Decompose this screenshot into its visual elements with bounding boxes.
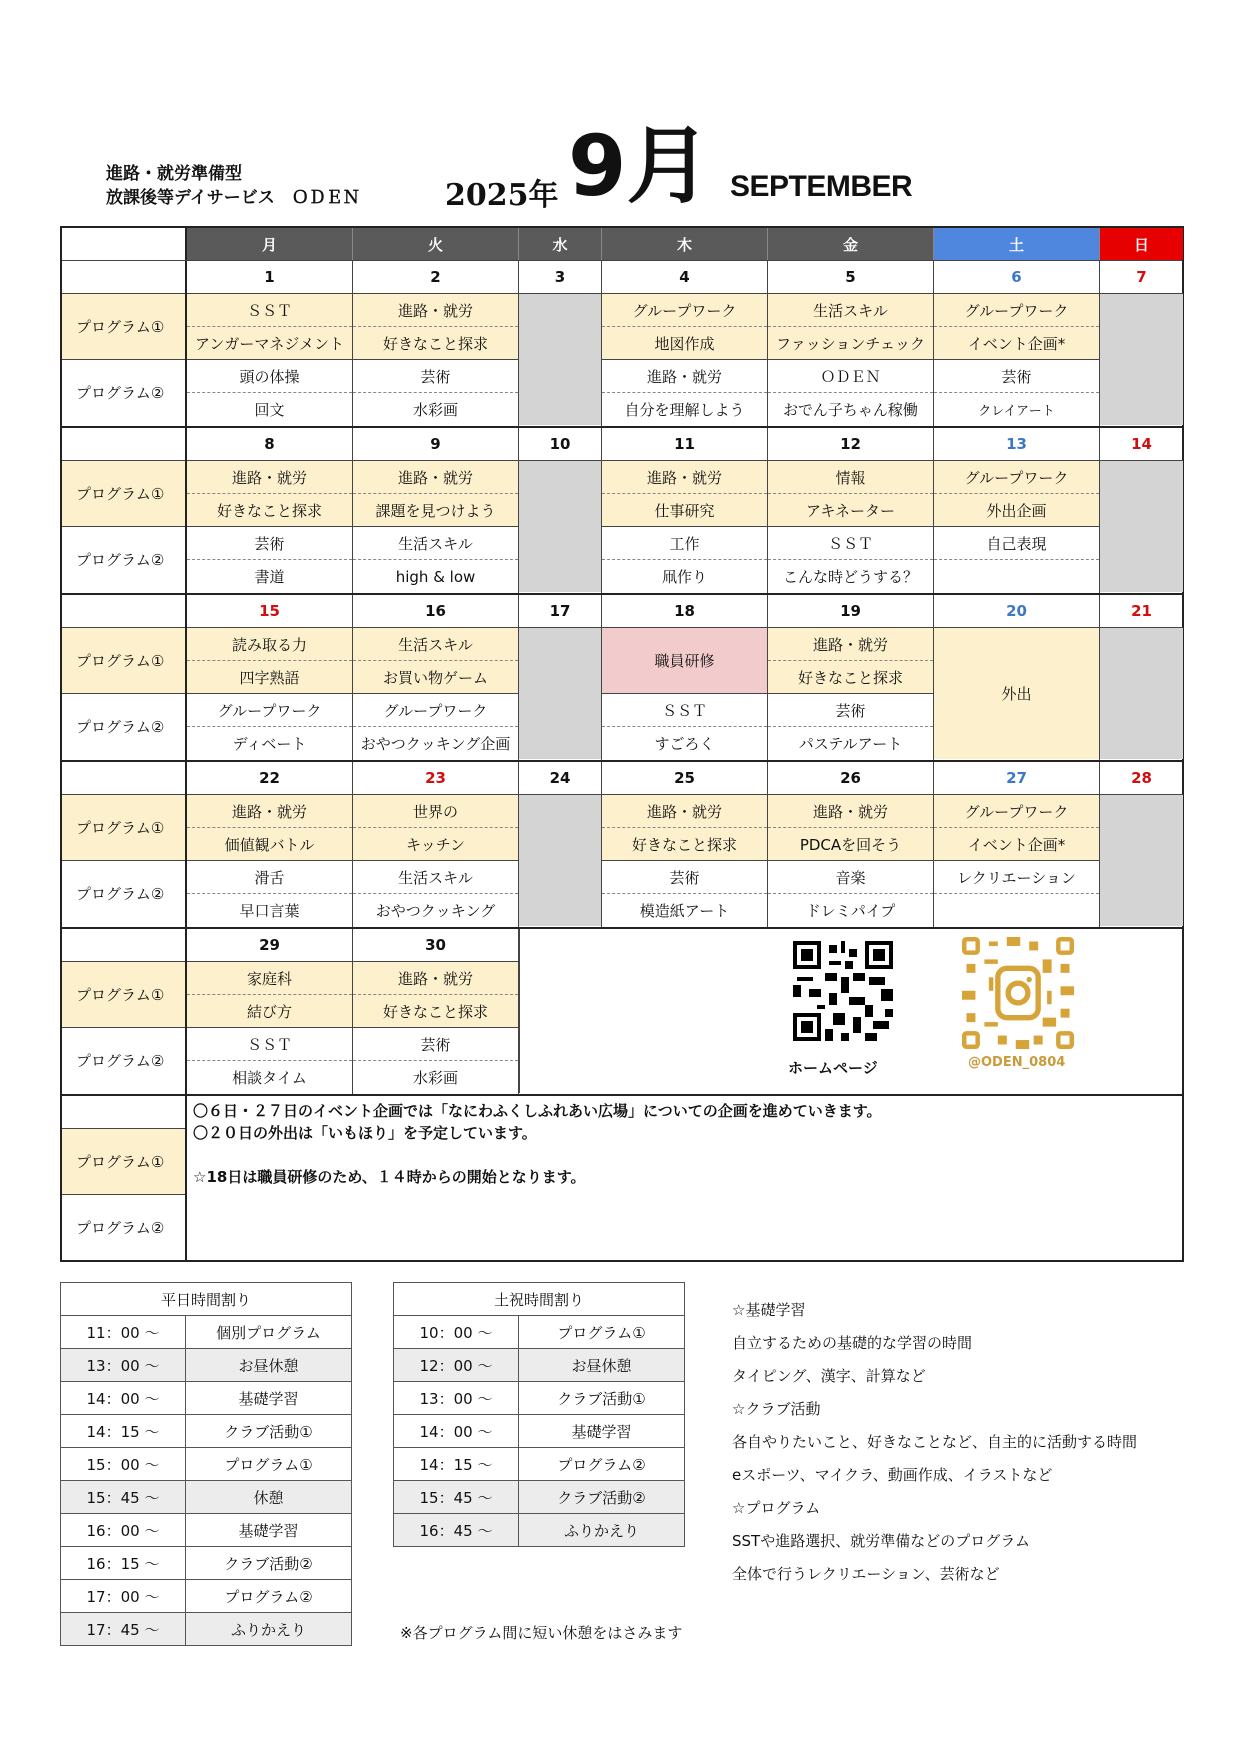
program-1-title: 進路・就労 [768, 795, 933, 828]
program-1-detail: 好きなこと探求 [353, 327, 518, 360]
program-2-title: 芸術 [353, 1028, 518, 1061]
day-col-sat [934, 261, 1100, 426]
holiday-schedule-table [393, 1282, 685, 1547]
note-outing: 〇２０日の外出は「いもほり」を予定しています。 [193, 1124, 537, 1142]
label-program-1: プログラム① [62, 628, 185, 694]
label-program-2: プログラム② [76, 885, 165, 903]
day-col-fri [768, 762, 934, 927]
program-2-title: グループワーク [187, 694, 352, 727]
label-program-1: プログラム① [62, 1129, 185, 1195]
notes-box [187, 1096, 1182, 1260]
program-2-detail: 自分を理解しよう [624, 401, 745, 419]
program-1-title: 生活スキル [768, 294, 933, 327]
label-program-1: プログラム① [62, 461, 185, 527]
row-labels [62, 595, 187, 760]
program-1-detail: キッチン [353, 828, 518, 861]
legend-heading-club: ☆クラブ活動 [732, 1400, 821, 1418]
notes-row [62, 1096, 1182, 1260]
day-col-sat [934, 428, 1100, 593]
program-1-detail: 好きなこと探求 [353, 995, 518, 1028]
day-col-wed [519, 261, 602, 426]
date-number: 12 [768, 428, 933, 461]
day-col-sat [934, 595, 1100, 760]
program-1-detail: ファッションチェック [768, 327, 933, 360]
day-col-tue [353, 595, 519, 760]
date-number: 23 [353, 762, 518, 795]
program-1-title: 生活スキル [353, 628, 518, 661]
activity-cell: 基礎学習 [186, 1382, 352, 1415]
program-2-detail: こんな時どうする？ [782, 568, 918, 586]
program-2-detail: ドレミパイプ [805, 902, 896, 920]
activity-cell: 休憩 [186, 1481, 352, 1514]
date-number: 5 [768, 261, 933, 294]
instagram-qr-icon[interactable] [962, 937, 1074, 1049]
program-1-title: 情報 [768, 461, 933, 494]
time-cell: 10：00 ～ [394, 1316, 519, 1349]
time-cell: 17：45 ～ [61, 1613, 186, 1646]
weekday-schedule-title: 平日時間割り [61, 1283, 352, 1316]
day-col-wed [519, 595, 602, 760]
calendar [60, 226, 1184, 1262]
program-1-detail: 四字熟語 [187, 661, 352, 694]
week-1 [62, 261, 1182, 428]
day-col-thu [602, 261, 768, 426]
week-3 [62, 595, 1182, 762]
time-cell: 13：00 ～ [61, 1349, 186, 1382]
week-4 [62, 762, 1182, 929]
date-number: 25 [602, 762, 767, 795]
program-2-detail: 水彩画 [412, 401, 458, 419]
program-1-detail: 好きなこと探求 [602, 828, 767, 861]
day-col-tue [353, 261, 519, 426]
week-2 [62, 428, 1182, 595]
weekday-mon: 月 [187, 228, 353, 260]
program-2-title: 芸術 [768, 694, 933, 727]
program-1-detail: 外出企画 [934, 494, 1099, 527]
time-cell: 11：00 ～ [61, 1316, 186, 1349]
label-program-2: プログラム② [76, 1052, 165, 1070]
day-col-fri [768, 428, 934, 593]
program-1-title: グループワーク [934, 795, 1099, 828]
date-number: 9 [353, 428, 518, 461]
program-2-detail: クレイアート [978, 404, 1055, 419]
program-2-detail [934, 560, 1099, 593]
label-program-1: プログラム① [62, 962, 185, 1028]
instagram-handle: @ODEN_0804 [968, 1055, 1066, 1070]
activity-cell: クラブ活動② [186, 1547, 352, 1580]
activity-cell: ふりかえり [519, 1514, 685, 1547]
day-col-thu [602, 595, 768, 760]
row-labels [62, 1096, 187, 1260]
outing-block: 外出 [934, 628, 1099, 759]
time-cell: 13：00 ～ [394, 1382, 519, 1415]
time-cell: 17：00 ～ [61, 1580, 186, 1613]
label-program-2: プログラム② [76, 1219, 165, 1237]
weekday-thu: 木 [602, 228, 768, 260]
program-2-title: 進路・就労 [602, 360, 767, 393]
day-col-thu [602, 762, 768, 927]
program-2-detail: 凧作り [661, 568, 707, 586]
date-number: 30 [353, 929, 518, 962]
day-col-mon [187, 762, 353, 927]
label-program-1: プログラム① [62, 795, 185, 861]
program-1-detail: イベント企画* [934, 327, 1099, 360]
program-1-title: グループワーク [934, 461, 1099, 494]
date-number: 10 [519, 428, 601, 461]
program-1-detail: 好きなこと探求 [187, 494, 352, 527]
program-1-title: グループワーク [934, 294, 1099, 327]
program-2-title: 芸術 [602, 861, 767, 894]
program-1-title: 進路・就労 [353, 294, 518, 327]
activity-cell: 基礎学習 [519, 1415, 685, 1448]
date-number: 20 [934, 595, 1099, 628]
program-1-title: グループワーク [602, 294, 767, 327]
time-cell: 15：45 ～ [61, 1481, 186, 1514]
activity-cell: クラブ活動② [519, 1481, 685, 1514]
activity-cell: プログラム② [519, 1448, 685, 1481]
program-2-title: ＳＳＴ [768, 527, 933, 560]
day-col-fri [768, 261, 934, 426]
program-2-title: レクリエーション [934, 861, 1099, 894]
row-labels [62, 762, 187, 927]
date-number: 11 [602, 428, 767, 461]
day-col-tue [353, 929, 519, 1094]
program-2-detail: おでん子ちゃん稼働 [783, 401, 918, 419]
legend-text: タイピング、漢字、計算など [732, 1367, 926, 1385]
note-event-plan: 〇６日・２７日のイベント企画では「なにわふくしふれあい広場」についての企画を進めていきます。 [193, 1102, 882, 1120]
time-cell: 16：15 ～ [61, 1547, 186, 1580]
day-col-sun [1100, 261, 1183, 426]
homepage-label: ホームページ [788, 1059, 878, 1077]
program-1-detail: アンガーマネジメント [187, 327, 352, 360]
time-cell: 15：00 ～ [61, 1448, 186, 1481]
legend-heading-program: ☆プログラム [732, 1499, 821, 1517]
date-number: 14 [1100, 428, 1183, 461]
date-number: 19 [768, 595, 933, 628]
program-2-detail: パステルアート [798, 735, 903, 753]
program-2-detail [934, 894, 1099, 927]
org-line-1: 進路・就労準備型 [106, 164, 242, 184]
program-2-detail: おやつクッキング [375, 902, 496, 920]
program-2-detail: 相談タイム [232, 1069, 307, 1087]
program-1-detail: アキネーター [768, 494, 933, 527]
program-2-detail: 水彩画 [412, 1069, 458, 1087]
time-cell: 15：45 ～ [394, 1481, 519, 1514]
program-1-title: 進路・就労 [187, 461, 352, 494]
program-2-title: 工作 [602, 527, 767, 560]
program-1-title: 進路・就労 [768, 628, 933, 661]
weekday-schedule-table [60, 1282, 352, 1646]
activity-cell: プログラム① [186, 1448, 352, 1481]
month-english-label: SEPTEMBER [730, 170, 913, 203]
program-2-detail: high & low [395, 567, 476, 586]
weekday-tue: 火 [353, 228, 519, 260]
program-2-title: ＳＳＴ [187, 1028, 352, 1061]
program-2-title: 生活スキル [353, 861, 518, 894]
program-2-title: ＳＳＴ [602, 694, 767, 727]
weekday-sun: 日 [1100, 228, 1183, 260]
row-labels [62, 261, 187, 426]
program-1-title: 進路・就労 [353, 461, 518, 494]
program-2-detail: 回文 [254, 401, 285, 419]
program-1-detail: 価値観バトル [187, 828, 352, 861]
program-2-title: グループワーク [353, 694, 518, 727]
holiday-schedule-title: 土祝時間割り [394, 1283, 685, 1316]
program-1-detail: 仕事研究 [602, 494, 767, 527]
time-cell: 16：00 ～ [61, 1514, 186, 1547]
time-cell: 14：15 ～ [394, 1448, 519, 1481]
row-labels [62, 428, 187, 593]
program-1-detail: 好きなこと探求 [768, 661, 933, 694]
date-number: 1 [187, 261, 352, 294]
program-2-title: 頭の体操 [187, 360, 352, 393]
program-1-detail: 地図作成 [602, 327, 767, 360]
time-cell: 14：15 ～ [61, 1415, 186, 1448]
activity-cell: プログラム② [186, 1580, 352, 1613]
program-1-title: 進路・就労 [353, 962, 518, 995]
label-program-2: プログラム② [76, 551, 165, 569]
program-2-title: 生活スキル [353, 527, 518, 560]
date-number: 24 [519, 762, 601, 795]
label-program-2: プログラム② [76, 718, 165, 736]
weekday-header [62, 228, 1182, 261]
program-1-title: 家庭科 [187, 962, 352, 995]
qr-area [519, 929, 1182, 1093]
program-2-title: 芸術 [353, 360, 518, 393]
day-col-thu [602, 428, 768, 593]
closed-day-block [519, 294, 601, 425]
legend-text: 全体で行うレクリエーション、芸術など [732, 1565, 1000, 1583]
day-col-wed [519, 762, 602, 927]
weekday-sat: 土 [934, 228, 1100, 260]
date-number: 16 [353, 595, 518, 628]
program-2-title: 芸術 [934, 360, 1099, 393]
closed-day-block [1100, 795, 1183, 926]
note-staff-training: ☆18日は職員研修のため、１４時からの開始となります。 [193, 1168, 586, 1186]
program-2-title: 滑舌 [187, 861, 352, 894]
day-col-wed [519, 428, 602, 593]
header-corner [62, 228, 187, 260]
organization-name [106, 162, 360, 210]
program-1-title: 進路・就労 [602, 461, 767, 494]
date-number: 13 [934, 428, 1099, 461]
closed-day-block [1100, 294, 1183, 425]
date-number: 22 [187, 762, 352, 795]
break-footnote: ※各プログラム間に短い休憩をはさみます [400, 1624, 683, 1642]
date-number: 3 [519, 261, 601, 294]
day-col-fri [768, 595, 934, 760]
row-labels [62, 929, 187, 1094]
time-cell: 14：00 ～ [394, 1415, 519, 1448]
program-1-title: 進路・就労 [602, 795, 767, 828]
program-1-title: 読み取る力 [187, 628, 352, 661]
activity-cell: ふりかえり [186, 1613, 352, 1646]
label-program-1: プログラム① [62, 294, 185, 360]
program-1-detail: お買い物ゲーム [353, 661, 518, 694]
day-col-mon [187, 929, 353, 1094]
activity-legend [732, 1294, 1137, 1591]
date-number: 26 [768, 762, 933, 795]
label-program-2: プログラム② [76, 384, 165, 402]
program-2-title: ＯＤＥＮ [768, 360, 933, 393]
activity-cell: 個別プログラム [186, 1316, 352, 1349]
closed-day-block [1100, 461, 1183, 592]
date-number: 8 [187, 428, 352, 461]
month-label: 9月 [568, 117, 711, 215]
closed-day-block [519, 628, 601, 759]
activity-cell: 基礎学習 [186, 1514, 352, 1547]
program-2-detail: 早口言葉 [239, 902, 300, 920]
date-number: 18 [602, 595, 767, 628]
program-1-title: 進路・就労 [187, 795, 352, 828]
program-2-title: 音楽 [768, 861, 933, 894]
time-cell: 12：00 ～ [394, 1349, 519, 1382]
legend-text: SSTや進路選択、就労準備などのプログラム [732, 1532, 1031, 1550]
activity-cell: プログラム① [519, 1316, 685, 1349]
homepage-qr-icon[interactable] [793, 941, 893, 1041]
program-1-title: 世界の [353, 795, 518, 828]
day-col-sun [1100, 762, 1183, 927]
day-col-tue [353, 428, 519, 593]
weekday-wed: 水 [519, 228, 602, 260]
legend-heading-basic-study: ☆基礎学習 [732, 1301, 806, 1319]
year-label: 2025年 [445, 178, 559, 213]
program-1-detail: イベント企画* [934, 828, 1099, 861]
program-2-detail: 模造紙アート [639, 902, 730, 920]
date-number: 2 [353, 261, 518, 294]
date-number: 27 [934, 762, 1099, 795]
program-2-detail: ディベート [232, 735, 307, 753]
closed-day-block [1100, 628, 1183, 759]
date-number: 21 [1100, 595, 1183, 628]
program-2-title: 自己表現 [934, 527, 1099, 560]
day-col-mon [187, 428, 353, 593]
staff-training-block: 職員研修 [602, 628, 767, 694]
week-5 [62, 929, 1182, 1096]
activity-cell: クラブ活動① [186, 1415, 352, 1448]
legend-text: eスポーツ、マイクラ、動画作成、イラストなど [732, 1466, 1053, 1484]
date-number: 28 [1100, 762, 1183, 795]
day-col-sun [1100, 428, 1183, 593]
program-2-detail: 書道 [254, 568, 285, 586]
org-line-2: 放課後等デイサービス ＯＤＥＮ [106, 188, 360, 208]
date-number: 29 [187, 929, 352, 962]
time-cell: 16：45 ～ [394, 1514, 519, 1547]
day-col-tue [353, 762, 519, 927]
activity-cell: お昼休憩 [519, 1349, 685, 1382]
date-number: 6 [934, 261, 1099, 294]
legend-text: 各自やりたいこと、好きなことなど、自主的に活動する時間 [732, 1433, 1138, 1451]
closed-day-block [519, 795, 601, 926]
program-2-title: 芸術 [187, 527, 352, 560]
date-number: 17 [519, 595, 601, 628]
date-number: 15 [187, 595, 352, 628]
weekday-fri: 金 [768, 228, 934, 260]
closed-day-block [519, 461, 601, 592]
legend-text: 自立するための基礎的な学習の時間 [732, 1334, 973, 1352]
day-col-mon [187, 595, 353, 760]
date-number: 7 [1100, 261, 1183, 294]
activity-cell: お昼休憩 [186, 1349, 352, 1382]
day-col-mon [187, 261, 353, 426]
program-2-detail: すごろく [654, 735, 715, 753]
day-col-sun [1100, 595, 1183, 760]
day-col-sat [934, 762, 1100, 927]
program-2-detail: おやつクッキング企画 [360, 735, 511, 753]
program-1-detail: 課題を見つけよう [353, 494, 518, 527]
program-1-detail: 結び方 [187, 995, 352, 1028]
program-1-title: ＳＳＴ [187, 294, 352, 327]
program-1-detail: PDCAを回そう [768, 828, 933, 861]
activity-cell: クラブ活動① [519, 1382, 685, 1415]
date-number: 4 [602, 261, 767, 294]
time-cell: 14：00 ～ [61, 1382, 186, 1415]
